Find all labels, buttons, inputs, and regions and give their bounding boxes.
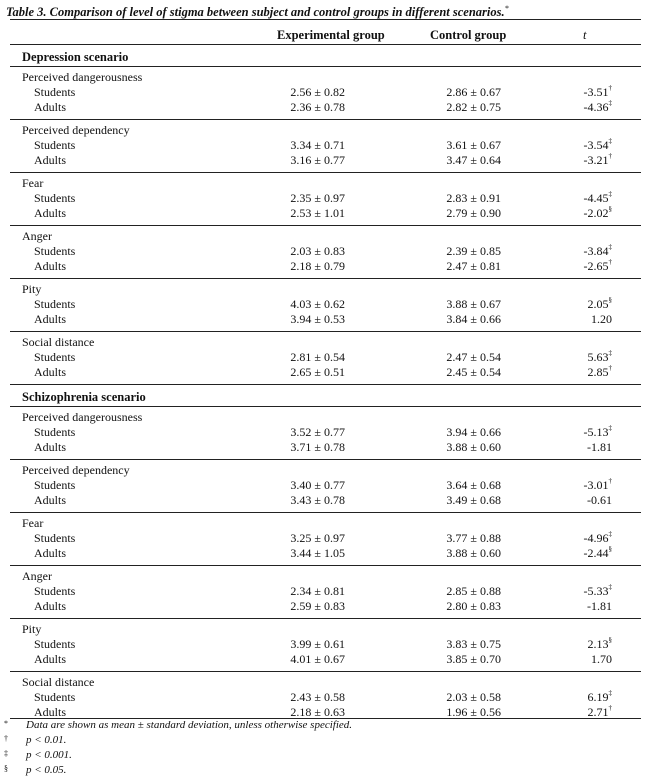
experimental-value: 3.25 ± 0.97 bbox=[290, 531, 345, 545]
significance-mark: † bbox=[608, 704, 612, 712]
control-value: 3.85 ± 0.70 bbox=[446, 652, 501, 666]
significance-mark: ‡ bbox=[608, 190, 612, 198]
significance-mark: † bbox=[608, 258, 612, 266]
t-value bbox=[584, 244, 613, 259]
t-value bbox=[588, 365, 613, 380]
control-value: 3.94 ± 0.66 bbox=[446, 425, 501, 439]
scenario-title: Schizophrenia scenario bbox=[22, 390, 146, 404]
t-value bbox=[588, 297, 613, 312]
control-value: 2.86 ± 0.67 bbox=[446, 85, 501, 99]
t-value bbox=[584, 138, 613, 153]
control-value: 3.77 ± 0.88 bbox=[446, 531, 501, 545]
row-label-students: Students bbox=[34, 191, 76, 205]
t-value bbox=[587, 493, 612, 508]
measure-label: Fear bbox=[22, 516, 44, 530]
caption-text: Table 3. Comparison of level of stigma between subject and control groups in different scenarios. bbox=[6, 5, 505, 20]
significance-mark: § bbox=[608, 636, 612, 644]
control-value: 2.79 ± 0.90 bbox=[446, 206, 501, 220]
control-value: 2.03 ± 0.58 bbox=[446, 690, 501, 704]
row-label-students: Students bbox=[34, 350, 76, 364]
header-experimental-group: Experimental group bbox=[277, 28, 385, 42]
t-value-number: -4.96 bbox=[583, 531, 609, 545]
control-value: 1.96 ± 0.56 bbox=[446, 705, 501, 719]
t-value-number: -3.21 bbox=[583, 153, 609, 167]
header-control-group: Control group bbox=[430, 28, 507, 42]
scenario-heading-row bbox=[10, 385, 641, 407]
experimental-value: 3.71 ± 0.78 bbox=[290, 440, 345, 454]
significance-mark: † bbox=[608, 152, 612, 160]
measure-label: Perceived dependency bbox=[22, 463, 130, 477]
t-value-number: -2.65 bbox=[583, 259, 609, 273]
measure-group bbox=[10, 279, 641, 332]
measure-group bbox=[10, 120, 641, 173]
row-label-students: Students bbox=[34, 138, 76, 152]
footnote-text: Data are shown as mean ± standard deviation, unless otherwise specified. bbox=[26, 719, 353, 731]
t-value-number: -2.02 bbox=[583, 206, 609, 220]
row-label-students: Students bbox=[34, 85, 76, 99]
row-label-adults: Adults bbox=[34, 440, 67, 454]
significance-mark: § bbox=[608, 545, 612, 553]
control-value: 2.45 ± 0.54 bbox=[446, 365, 501, 379]
experimental-value: 3.40 ± 0.77 bbox=[290, 478, 345, 492]
significance-mark: ‡ bbox=[608, 424, 612, 432]
control-value: 2.47 ± 0.81 bbox=[446, 259, 501, 273]
row-label-students: Students bbox=[34, 690, 76, 704]
measure-group bbox=[10, 513, 641, 566]
significance-mark: ‡ bbox=[608, 99, 612, 107]
table-caption bbox=[6, 4, 509, 20]
experimental-value: 2.03 ± 0.83 bbox=[290, 244, 345, 258]
t-value-number: 2.13 bbox=[587, 637, 609, 651]
measure-group bbox=[10, 67, 641, 120]
t-value bbox=[584, 478, 613, 493]
t-value-number: -4.36 bbox=[583, 100, 609, 114]
measure-label: Social distance bbox=[22, 675, 95, 689]
t-value bbox=[588, 690, 613, 705]
measure-label: Pity bbox=[22, 282, 42, 296]
t-value-number: -4.45 bbox=[583, 191, 609, 205]
control-value: 2.82 ± 0.75 bbox=[446, 100, 501, 114]
footnote-mark: † bbox=[4, 734, 8, 743]
t-value bbox=[587, 599, 612, 614]
control-value: 2.39 ± 0.85 bbox=[446, 244, 501, 258]
significance-mark: † bbox=[608, 364, 612, 372]
row-label-students: Students bbox=[34, 244, 76, 258]
significance-mark: ‡ bbox=[608, 689, 612, 697]
t-value bbox=[584, 584, 613, 599]
measure-group bbox=[10, 672, 641, 724]
caption-footnote-mark: * bbox=[504, 4, 509, 13]
experimental-value: 3.43 ± 0.78 bbox=[290, 493, 345, 507]
measure-label: Anger bbox=[22, 229, 52, 243]
significance-mark: ‡ bbox=[608, 137, 612, 145]
experimental-value: 3.16 ± 0.77 bbox=[290, 153, 345, 167]
stigma-comparison-table bbox=[10, 19, 641, 719]
t-value-number: -2.44 bbox=[583, 546, 609, 560]
experimental-value: 2.43 ± 0.58 bbox=[290, 690, 345, 704]
t-value-number: -1.81 bbox=[587, 440, 612, 454]
experimental-value: 2.18 ± 0.79 bbox=[290, 259, 345, 273]
row-label-adults: Adults bbox=[34, 206, 67, 220]
t-value bbox=[591, 312, 612, 327]
row-label-students: Students bbox=[34, 584, 76, 598]
footnote-text: p < 0.001. bbox=[26, 749, 72, 761]
experimental-value: 3.99 ± 0.61 bbox=[290, 637, 345, 651]
control-value: 3.49 ± 0.68 bbox=[446, 493, 501, 507]
t-value-number: -5.13 bbox=[583, 425, 609, 439]
significance-mark: ‡ bbox=[608, 583, 612, 591]
footnote bbox=[4, 719, 352, 731]
t-value bbox=[584, 191, 613, 206]
row-label-adults: Adults bbox=[34, 259, 67, 273]
row-label-students: Students bbox=[34, 637, 76, 651]
row-label-students: Students bbox=[34, 531, 76, 545]
significance-mark: § bbox=[608, 205, 612, 213]
measure-group bbox=[10, 332, 641, 385]
experimental-value: 2.81 ± 0.54 bbox=[290, 350, 345, 364]
significance-mark: ‡ bbox=[608, 243, 612, 251]
footnote-mark: ‡ bbox=[4, 749, 8, 758]
table-header-row bbox=[10, 20, 641, 45]
footnote-mark: § bbox=[4, 764, 8, 773]
t-value bbox=[584, 259, 613, 274]
measure-label: Anger bbox=[22, 569, 52, 583]
t-value-number: -3.84 bbox=[583, 244, 609, 258]
measure-label: Perceived dangerousness bbox=[22, 70, 143, 84]
t-value bbox=[588, 637, 613, 652]
row-label-adults: Adults bbox=[34, 705, 67, 719]
control-value: 3.47 ± 0.64 bbox=[446, 153, 501, 167]
experimental-value: 2.56 ± 0.82 bbox=[290, 85, 345, 99]
experimental-value: 3.94 ± 0.53 bbox=[290, 312, 345, 326]
row-label-students: Students bbox=[34, 425, 76, 439]
t-value bbox=[584, 206, 613, 221]
footnote bbox=[4, 749, 72, 761]
control-value: 3.64 ± 0.68 bbox=[446, 478, 501, 492]
row-label-adults: Adults bbox=[34, 652, 67, 666]
row-label-adults: Adults bbox=[34, 365, 67, 379]
t-value-number: 1.70 bbox=[591, 652, 612, 666]
measure-label: Perceived dangerousness bbox=[22, 410, 143, 424]
control-value: 3.84 ± 0.66 bbox=[446, 312, 501, 326]
t-value-number: 2.05 bbox=[587, 297, 609, 311]
t-value bbox=[584, 531, 613, 546]
measure-group bbox=[10, 460, 641, 513]
measure-group bbox=[10, 226, 641, 279]
t-value bbox=[584, 85, 613, 100]
experimental-value: 3.44 ± 1.05 bbox=[290, 546, 345, 560]
row-label-adults: Adults bbox=[34, 599, 67, 613]
experimental-value: 2.36 ± 0.78 bbox=[290, 100, 345, 114]
control-value: 2.47 ± 0.54 bbox=[446, 350, 501, 364]
experimental-value: 3.34 ± 0.71 bbox=[290, 138, 345, 152]
t-value bbox=[584, 153, 613, 168]
experimental-value: 2.65 ± 0.51 bbox=[290, 365, 345, 379]
footnote bbox=[4, 734, 66, 746]
control-value: 2.80 ± 0.83 bbox=[446, 599, 501, 613]
row-label-adults: Adults bbox=[34, 493, 67, 507]
measure-group bbox=[10, 619, 641, 672]
experimental-value: 4.03 ± 0.62 bbox=[290, 297, 345, 311]
t-value bbox=[588, 705, 613, 720]
t-value-number: -3.51 bbox=[583, 85, 609, 99]
t-value bbox=[588, 350, 613, 365]
footnote-mark: * bbox=[4, 719, 8, 728]
scenario-heading-row bbox=[10, 45, 641, 67]
significance-mark: ‡ bbox=[608, 530, 612, 538]
t-value bbox=[587, 440, 612, 455]
control-value: 2.83 ± 0.91 bbox=[446, 191, 501, 205]
t-value-number: -5.33 bbox=[583, 584, 609, 598]
control-value: 3.88 ± 0.60 bbox=[446, 440, 501, 454]
control-value: 3.88 ± 0.67 bbox=[446, 297, 501, 311]
row-label-adults: Adults bbox=[34, 312, 67, 326]
t-value-number: 2.71 bbox=[587, 705, 609, 719]
measure-group bbox=[10, 566, 641, 619]
measure-group bbox=[10, 407, 641, 460]
header-t-statistic: t bbox=[583, 28, 587, 42]
row-label-students: Students bbox=[34, 297, 76, 311]
experimental-value: 4.01 ± 0.67 bbox=[290, 652, 345, 666]
experimental-value: 2.59 ± 0.83 bbox=[290, 599, 345, 613]
t-value-number: -1.81 bbox=[587, 599, 612, 613]
experimental-value: 2.18 ± 0.63 bbox=[290, 705, 345, 719]
row-label-adults: Adults bbox=[34, 546, 67, 560]
measure-label: Social distance bbox=[22, 335, 95, 349]
experimental-value: 2.53 ± 1.01 bbox=[290, 206, 345, 220]
significance-mark: § bbox=[608, 296, 612, 304]
measure-label: Perceived dependency bbox=[22, 123, 130, 137]
t-value-number: 1.20 bbox=[591, 312, 612, 326]
t-value bbox=[584, 546, 613, 561]
row-label-adults: Adults bbox=[34, 100, 67, 114]
control-value: 3.61 ± 0.67 bbox=[446, 138, 501, 152]
row-label-adults: Adults bbox=[34, 153, 67, 167]
control-value: 2.85 ± 0.88 bbox=[446, 584, 501, 598]
t-value-number: 2.85 bbox=[587, 365, 609, 379]
t-value-number: -3.01 bbox=[583, 478, 609, 492]
experimental-value: 2.34 ± 0.81 bbox=[290, 584, 345, 598]
t-value bbox=[591, 652, 612, 667]
row-label-students: Students bbox=[34, 478, 76, 492]
significance-mark: † bbox=[608, 84, 612, 92]
measure-label: Pity bbox=[22, 622, 42, 636]
t-value-number: -3.54 bbox=[583, 138, 609, 152]
t-value bbox=[584, 425, 613, 440]
t-value-number: 5.63 bbox=[587, 350, 609, 364]
measure-label: Fear bbox=[22, 176, 44, 190]
footnote bbox=[4, 764, 66, 776]
t-value-number: 6.19 bbox=[587, 690, 609, 704]
measure-group bbox=[10, 173, 641, 226]
significance-mark: ‡ bbox=[608, 349, 612, 357]
control-value: 3.88 ± 0.60 bbox=[446, 546, 501, 560]
footnote-text: p < 0.01. bbox=[26, 734, 67, 746]
experimental-value: 2.35 ± 0.97 bbox=[290, 191, 345, 205]
experimental-value: 3.52 ± 0.77 bbox=[290, 425, 345, 439]
footnote-text: p < 0.05. bbox=[26, 764, 67, 776]
control-value: 3.83 ± 0.75 bbox=[446, 637, 501, 651]
scenario-title: Depression scenario bbox=[22, 50, 129, 64]
t-value-number: -0.61 bbox=[587, 493, 612, 507]
significance-mark: † bbox=[608, 477, 612, 485]
t-value bbox=[584, 100, 613, 115]
